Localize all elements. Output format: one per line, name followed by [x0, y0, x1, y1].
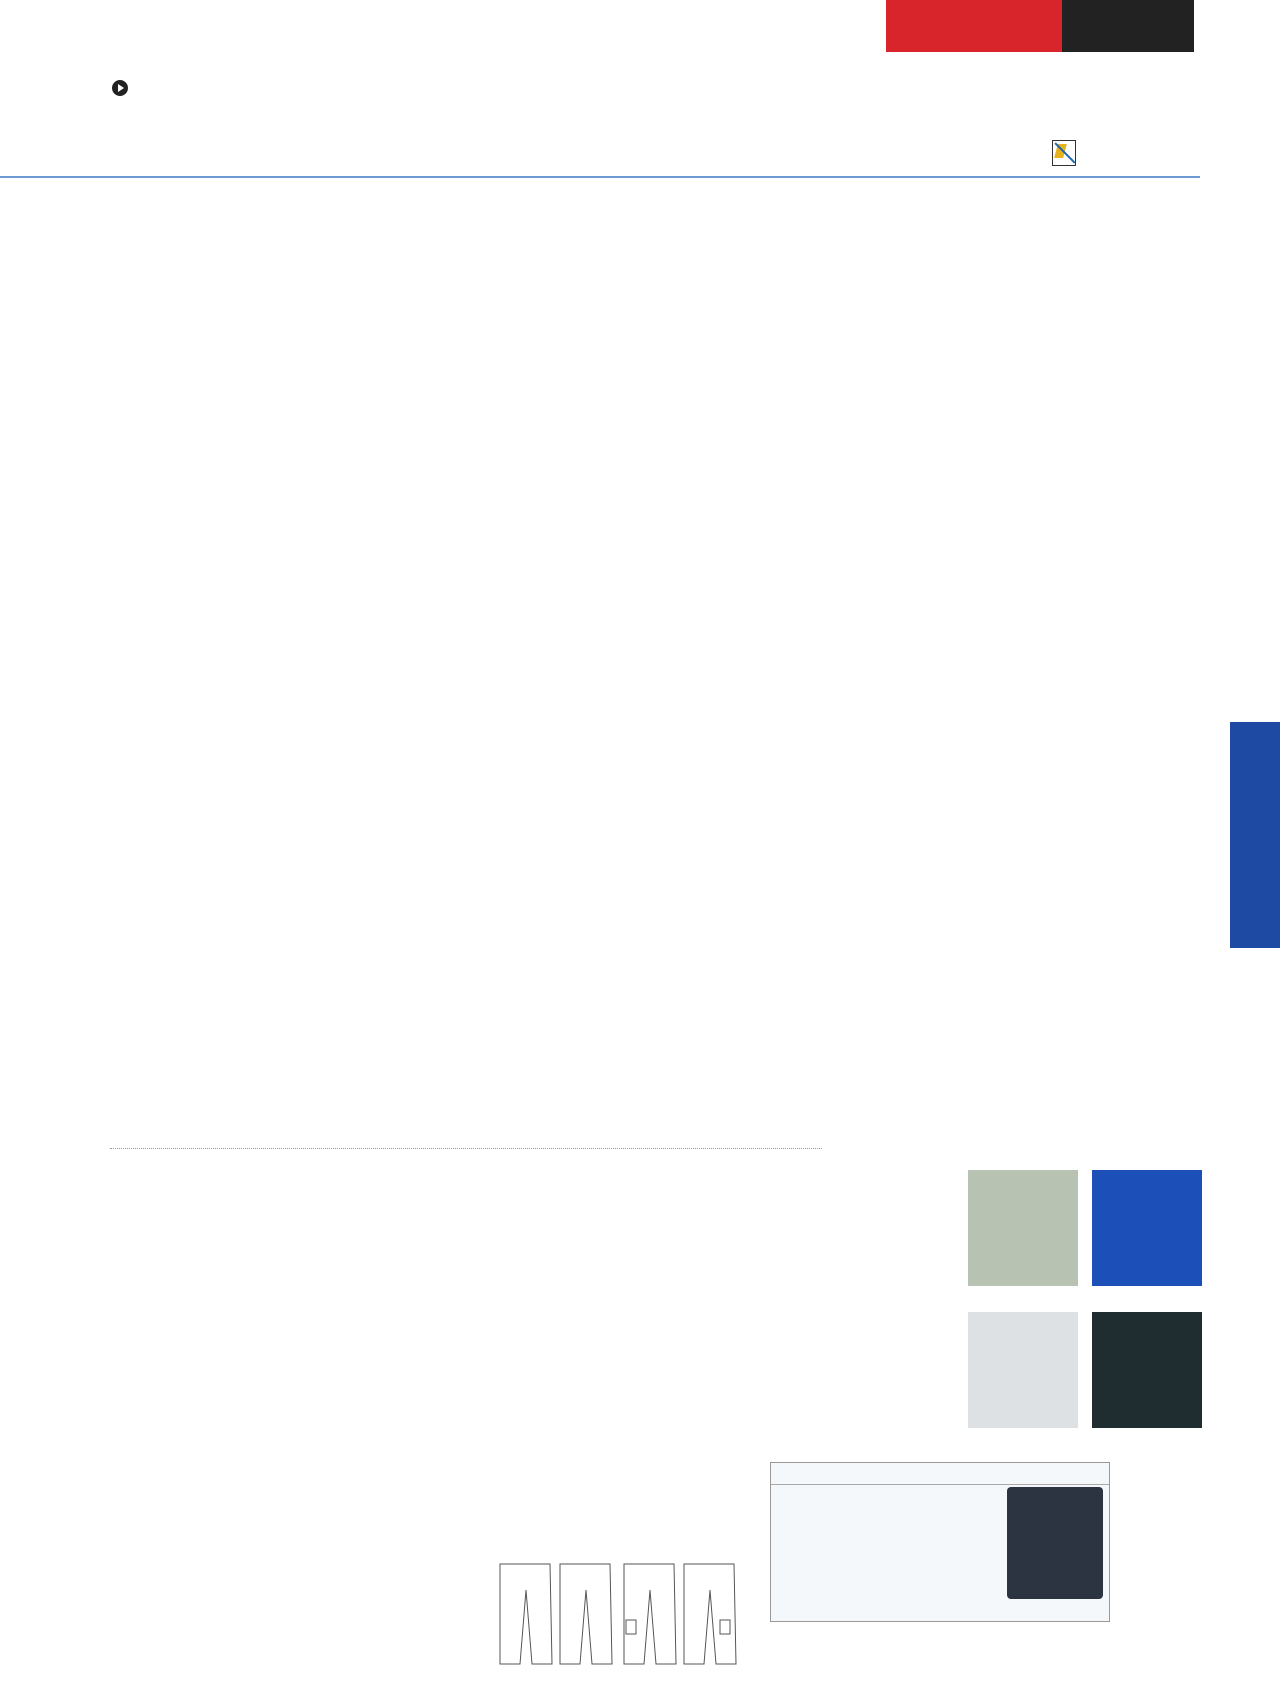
coolmax-header [771, 1463, 1109, 1485]
pants-flat-drawing [494, 1560, 744, 1670]
swatch-blue [1092, 1170, 1202, 1286]
wide-badge [886, 0, 1062, 52]
antistatic-icon [1052, 140, 1076, 166]
divider [0, 176, 1200, 178]
divider [110, 1148, 822, 1149]
shirt-collar-image [1007, 1487, 1103, 1599]
swatch-green [968, 1170, 1078, 1286]
play-icon [112, 80, 128, 96]
swatch-navy [1092, 1312, 1202, 1428]
coolmax-box [770, 1462, 1110, 1622]
sidebar-tab [1230, 722, 1280, 948]
antistatic-label [1052, 140, 1082, 166]
swatch-silver [968, 1312, 1078, 1428]
series-badge [1062, 0, 1194, 52]
fall-series-title [112, 80, 134, 96]
